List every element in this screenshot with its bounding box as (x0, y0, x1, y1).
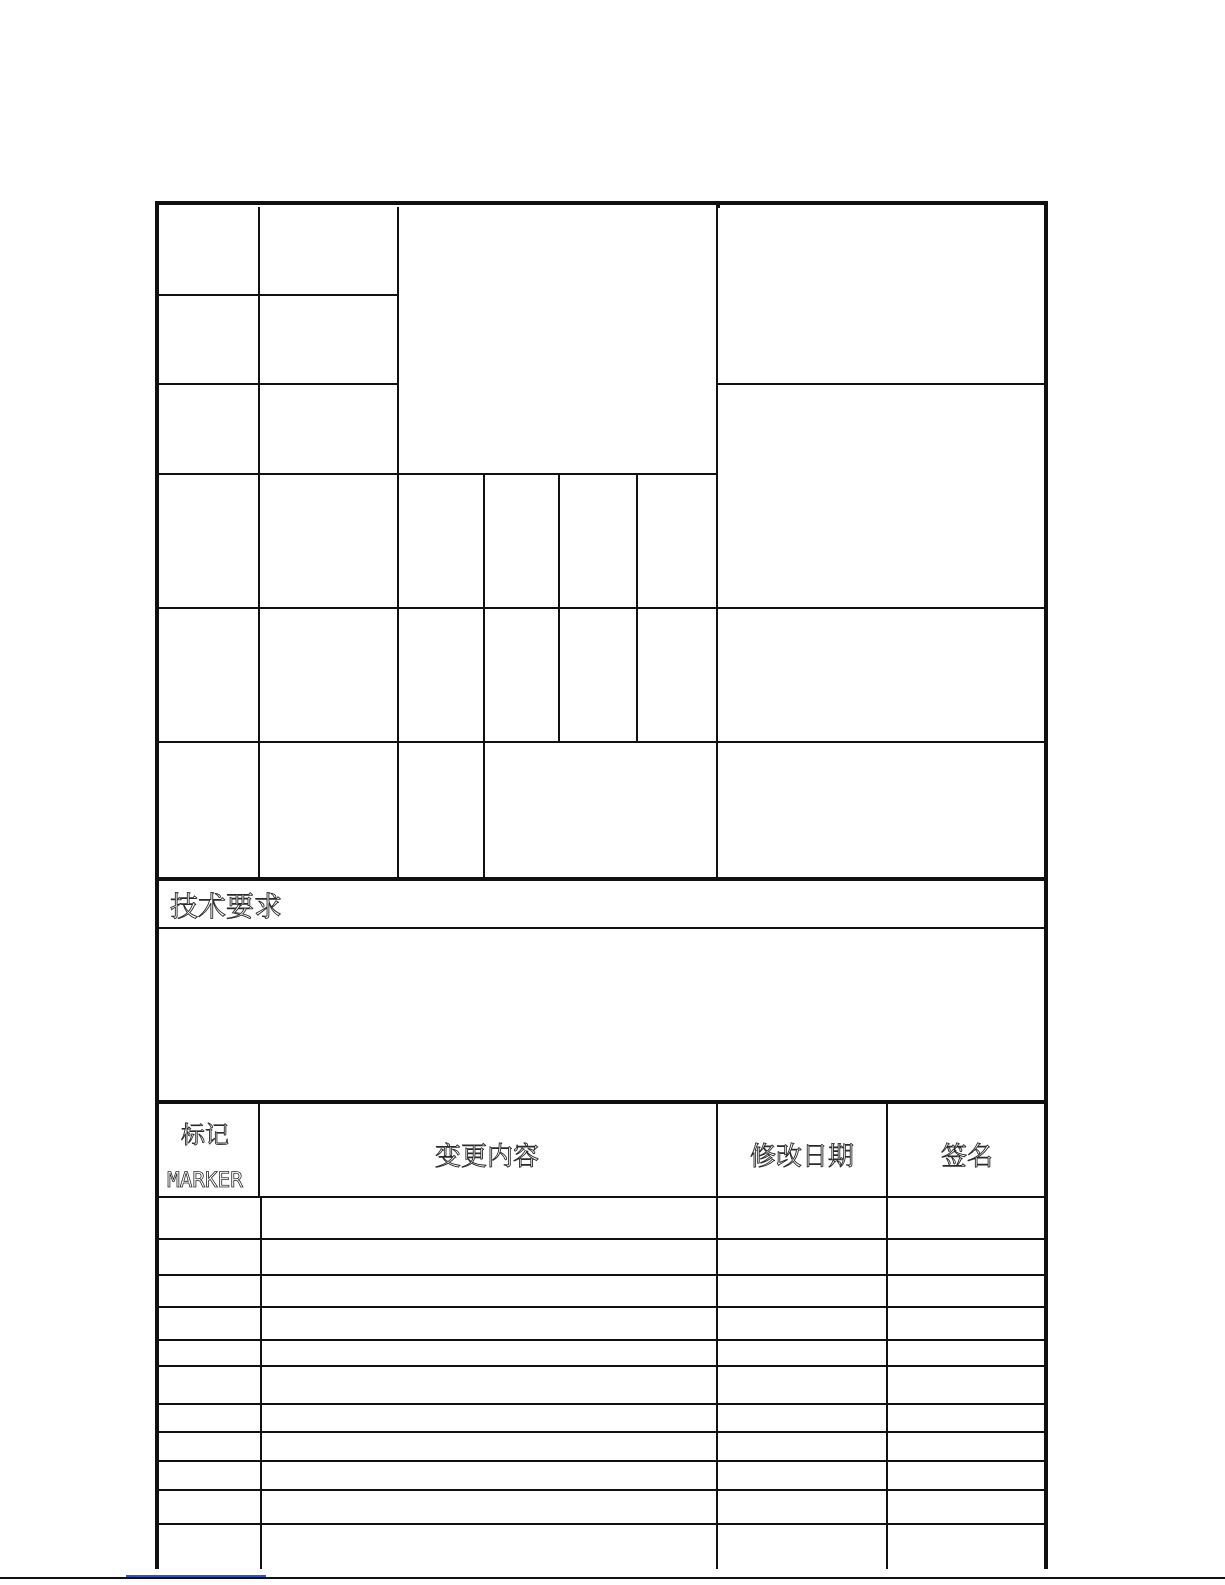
revision-table-grid (157, 1104, 1046, 1569)
revision-table-header (167, 1121, 993, 1192)
modify-date-header: 修改日期 (749, 1142, 855, 1172)
footer-rules (0, 1576, 1225, 1578)
change-content-header: 变更内容 (434, 1142, 540, 1172)
outer-frame (155, 203, 1048, 1569)
upper-grid (157, 207, 1046, 878)
marker-header-en: MARKER (167, 1168, 243, 1192)
revision-table (157, 1104, 1046, 1569)
tech-requirements-title: 技术要求 (170, 890, 283, 923)
tech-requirements-section (157, 879, 1046, 1102)
marker-header: 标记 (181, 1121, 229, 1149)
signature-header: 签名 (940, 1142, 994, 1172)
